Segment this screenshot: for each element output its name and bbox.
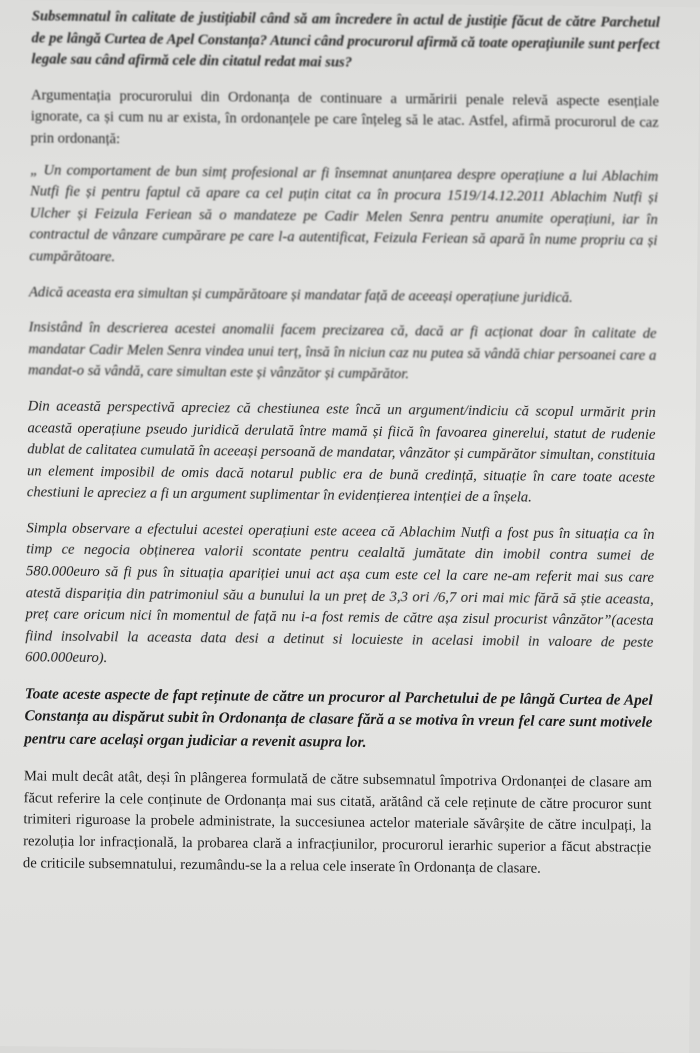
paragraph-argumentatia [30,85,659,156]
paragraph-quote-observare [25,518,655,676]
paragraph-text: Toate aceste aspecte de fapt reținute de către un procuror al Parchetului de pe lângă Curtea de Apel Constanța au dispărut subit în Ordonanța de clasare fără a se motiva în vreun fel care sunt motivele pentru care același organ judiciar a revenit asupra lor. [24,685,653,751]
paragraph-justitiabil-question [31,6,660,77]
paragraph-quote-comportament [29,160,658,275]
paragraph-text: Subsemnatul în calitate de justițiabil când să am încredere în actul de justiție făcut de către Parchetul de pe lângă Curtea de Apel Constanța? Atunci când procurorul afirmă că toate operațiunile sunt perfect legale sau când afirmă cele din citatul redat mai sus? [31,8,660,71]
paragraph-text: Argumentația procurorului din Ordonanța de continuare a urmăririi penale relevă aspecte esențiale ignorate, ca și cum nu ar exista, în ordonanțele pe care înțeleg să le atac. Astfel, afirmă procurorul de caz prin ordonanță: [30,87,660,148]
paragraph-text: „ Un comportament de bun simț profesional ar fi însemnat anunțarea despre operațiune a lui Ablachim Nutfi fie și pentru faptul că apare ca cel puțin citat ca în procura 1519/14.12.2011 Ablachim Nutfi și Ulcher și Feizula Feriean să o mandateze pe Cadir Melen Senra pentru anumite operațiuni, iar în contractul de vânzare cumpărare pe care l-a autentificat, Feizula Feriean să apară în nume propriu ca și cumpărătoare. [29,161,659,266]
paragraph-aspecte-disparute [24,683,653,757]
paragraph-text: Simpla observare a efectului acestei operațiuni este aceea că Ablachim Nutfi a fost pus în situația ca în timp ce negocia obținerea valorii scontate pentru cealaltă jumătate din imobil contra sumei de 580.000euro să fi pus în situația apariției unui act așa cum este cel la care ne-am referit mai sus care atestă dispariția din patrimoniul său a bunului la un preț de 3,3 ori /6,7 ori mai mic fără să știe aceasta, preț care oricum nici în momentul de față nu i-a fost remis de către așa zisul procurist vânzător”(acesta fiind insolvabil la aceasta data desi a detinut si locuieste in acelasi imobil in valoare de peste 600.000euro). [25,520,655,667]
paragraph-mai-mult [23,767,652,882]
paragraph-text: Adică aceasta era simultan și cumpărătoare și mandatar față de aceeași operațiune juridică. [28,283,573,306]
paragraph-text: Din această perspectivă apreciez că chestiunea este încă un argument/indiciu că scopul urmărit prin această operațiune pseudo juridică derulată între mamă și fiică în favoarea ginerelui, statut de rudenie dublat de calitatea cumulată în aceeași persoană de mandatar, vânzător și cumpărător simultan, constituia un element imposibil de omis dacă notarul public era de bună credință, situație în care toate aceste chestiuni le apreciez a fi un argument suplimentar în evidențierea intenției de a înșela. [26,398,656,506]
paragraph-quote-perspectiva [27,396,656,511]
paragraph-text: Insistând în descrierea acestei anomalii facem precizarea că, dacă ar fi acționat doar în calitate de mandatar Cadir Melen Senra vindea unui terț, însă în niciun caz nu putea să vândă chiar persoanei care a mandat-o să vândă, care simultan este și vânzător și cumpărător. [28,319,657,383]
paragraph-text: Mai mult decât atât, deși în plângerea formulată de către subsemnatul împotriva Ordonanței de clasare am făcut referire la cele conținute de Ordonanța mai sus citată, arătând că cele reținute de către procuror sunt trimiteri riguroase la probele administrate, la succesiunea actelor materiale săvârșite de către inculpați, la rezoluția lor infracțională, la probarea clară a infracțiunilor, procurorul ierarhic superior a făcut abstracție de criticile subsemnatului, rezumându-se la a relua cele inserate în Ordonanța de clasare. [22,768,652,877]
paragraph-quote-anomalie [28,317,657,388]
paragraph-quote-simultan [29,282,657,310]
